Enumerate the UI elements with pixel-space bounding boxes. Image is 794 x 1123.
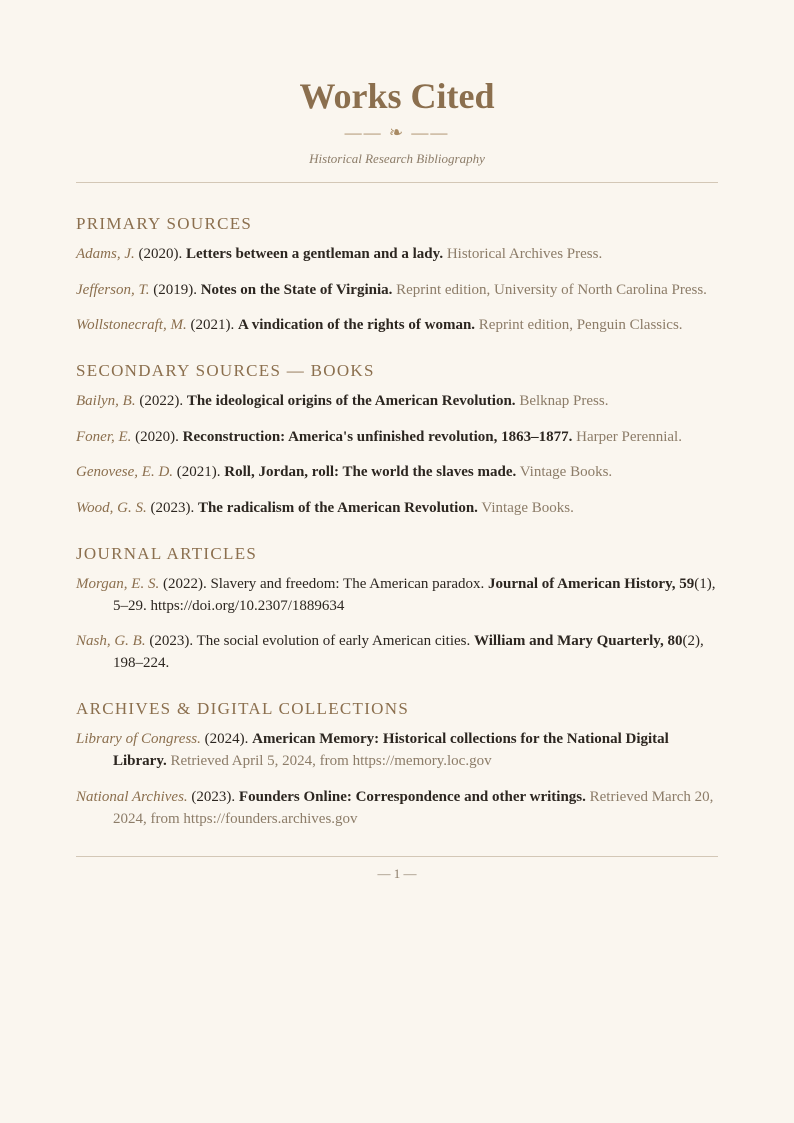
citation-entry (76, 243, 718, 265)
citation-year: (2022). (162, 575, 207, 592)
citation-journal: William and Mary Quarterly, 80 (473, 633, 683, 649)
citation-entry (76, 279, 718, 301)
citation-publisher: Vintage Books. (481, 499, 574, 516)
footer-divider (76, 856, 718, 857)
citation-author: Bailyn, B. (76, 393, 136, 409)
section-heading: ARCHIVES & DIGITAL COLLECTIONS (76, 699, 410, 718)
citation-year: (2020). (135, 428, 179, 445)
citation-title: The radicalism of the American Revolution. (197, 499, 478, 516)
citation-issue-pages: (1), 5–29. https://doi.org/10.2307/1889634 (113, 575, 716, 614)
citation-year: (2022). (139, 393, 184, 409)
citation-author: Morgan, E. S. (76, 575, 160, 592)
section-secondary-sources-books (76, 360, 718, 519)
citation-title: A vindication of the rights of woman. (237, 317, 476, 333)
citation-author: Wollstonecraft, M. (76, 317, 187, 333)
citation-entry (76, 630, 718, 674)
citation-article-title: The social evolution of early American cities. (196, 633, 471, 649)
citation-author: Nash, G. B. (76, 633, 146, 649)
fleuron-ornament: —— ❧ —— (344, 123, 450, 142)
citation-author: Jefferson, T. (76, 281, 150, 298)
citation-entry (76, 314, 718, 336)
page-subtitle: Historical Research Bibliography (309, 151, 485, 166)
citation-year: (2024). (204, 731, 249, 747)
citation-publisher: Reprint edition, University of North Carolina Press. (396, 281, 707, 298)
citation-author: National Archives. (76, 788, 188, 805)
section-archives-digital (76, 698, 718, 830)
citation-year: (2020). (138, 246, 183, 262)
citation-year: (2021). (176, 464, 221, 480)
citation-title: Letters between a gentleman and a lady. (186, 246, 444, 262)
citation-title: Roll, Jordan, roll: The world the slaves made. (224, 464, 517, 480)
citation-title: Notes on the State of Virginia. (200, 281, 393, 298)
citation-title: Reconstruction: America's unfinished revolution, 1863–1877. (182, 428, 573, 445)
citation-publisher: Vintage Books. (519, 464, 613, 480)
citation-entry (76, 426, 718, 448)
section-primary-sources (76, 213, 718, 336)
citation-publisher: Historical Archives Press. (446, 246, 603, 262)
citation-entry (76, 573, 718, 617)
citation-year: (2023). (191, 788, 236, 805)
citation-author: Adams, J. (76, 246, 135, 262)
header-divider (76, 182, 718, 183)
citation-author: Foner, E. (76, 428, 132, 445)
citation-year: (2021). (190, 317, 235, 333)
section-heading: SECONDARY SOURCES — BOOKS (76, 361, 375, 380)
citation-entry (76, 390, 718, 412)
citation-issue-pages: (2), 198–224. (113, 633, 704, 671)
citation-entry (76, 497, 718, 519)
section-heading: JOURNAL ARTICLES (76, 543, 258, 563)
citation-author: Genovese, E. D. (76, 464, 174, 480)
page-title: Works Cited (299, 76, 495, 116)
citation-author: Library of Congress. (76, 731, 201, 747)
citation-publisher: Reprint edition, Penguin Classics. (478, 317, 683, 333)
citation-title: Founders Online: Correspondence and other writings. (238, 788, 586, 805)
citation-article-title: Slavery and freedom: The American paradox. (210, 575, 485, 592)
citation-retrieval: Retrieved April 5, 2024, from https://memory.loc.gov (170, 753, 492, 769)
citation-title: American Memory: Historical collections for the National Digital Library. (113, 731, 669, 769)
citation-title: The ideological origins of the American Revolution. (186, 393, 516, 409)
citation-year: (2019). (153, 281, 197, 298)
citation-author: Wood, G. S. (76, 499, 147, 516)
page-header (76, 76, 718, 167)
citation-entry (76, 461, 718, 483)
citation-entry (76, 728, 718, 772)
section-heading: PRIMARY SOURCES (76, 214, 253, 233)
citation-journal: Journal of American History, 59 (488, 575, 695, 592)
citation-year: (2023). (149, 633, 194, 649)
section-journal-articles (76, 543, 718, 675)
citation-year: (2023). (150, 499, 195, 516)
citation-publisher: Harper Perennial. (576, 428, 682, 445)
citation-publisher: Belknap Press. (519, 393, 609, 409)
citation-entry (76, 786, 718, 830)
page-number: — 1 — (377, 865, 417, 881)
citation-retrieval: Retrieved March 20, 2024, from https://founders.archives.gov (113, 788, 714, 827)
